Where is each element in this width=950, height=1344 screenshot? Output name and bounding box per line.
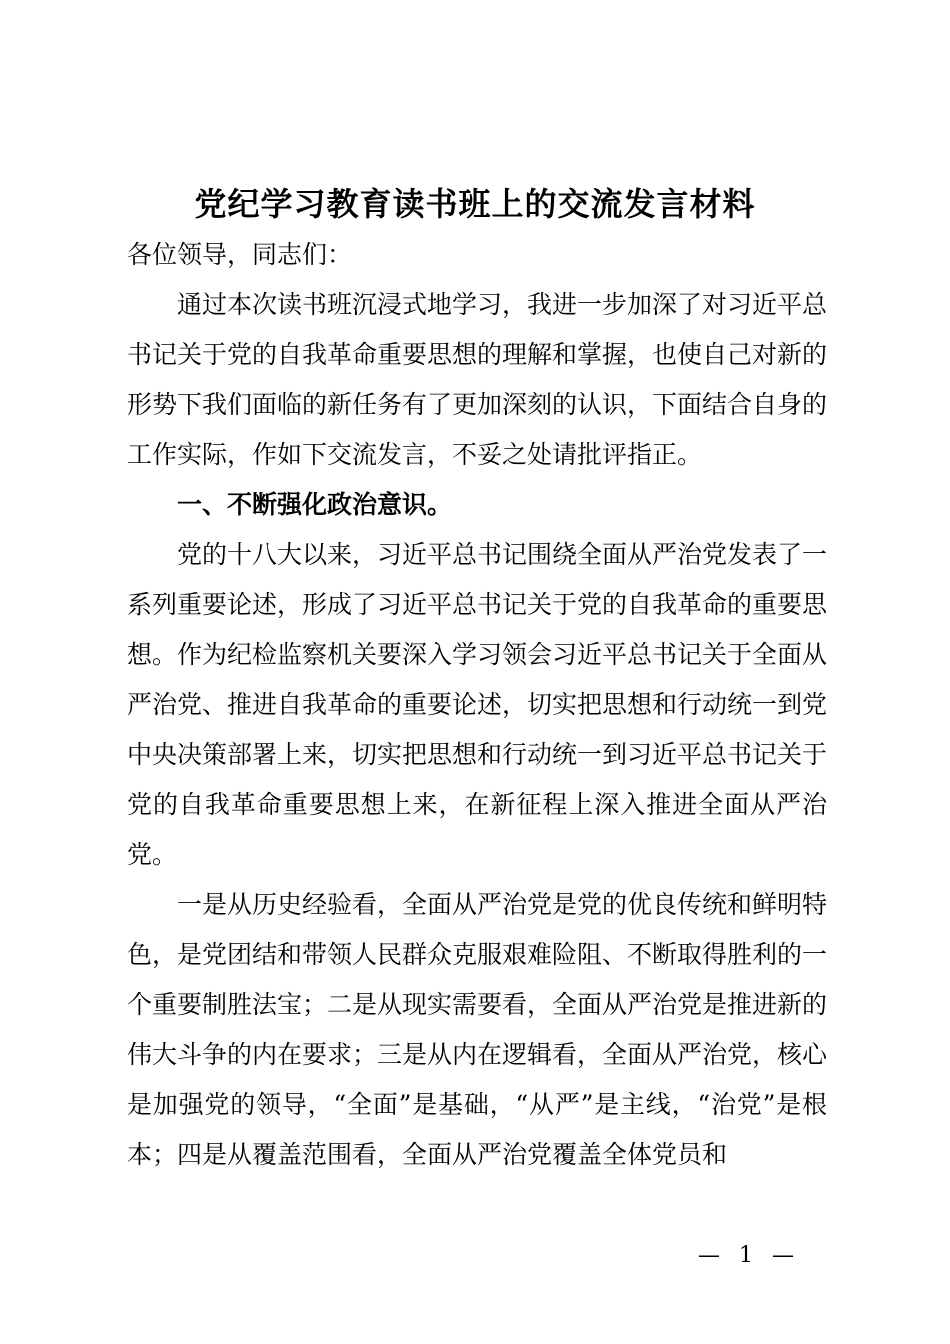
document-body <box>127 230 827 1180</box>
intro-paragraph: 通过本次读书班沉浸式地学习，我进一步加深了对习近平总书记关于党的自我革命重要思想的理解和掌握，也使自己对新的形势下我们面临的新任务有了更加深刻的认识，下面结合自身的工作实际，作如下交流发言，不妥之处请批评指正。 <box>127 290 828 469</box>
body-paragraph: 一是从历史经验看，全面从严治党是党的优良传统和鲜明特色，是党团结和带领人民群众克服艰难险阻、不断取得胜利的一个重要制胜法宝；二是从现实需要看，全面从严治党是推进新的伟大斗争的内在要求；三是从内在逻辑看，全面从严治党，核心是加强党的领导，“全面”是基础，“从严”是主线，“治党”是根本；四是从覆盖范围看，全面从严治党覆盖全体党员和 <box>127 890 828 1169</box>
body-paragraph: 党的十八大以来，习近平总书记围绕全面从严治党发表了一系列重要论述，形成了习近平总书记关于党的自我革命的重要思想。作为纪检监察机关要深入学习领会习近平总书记关于全面从严治党、推进自我革命的重要论述，切实把思想和行动统一到党中央决策部署上来，切实把思想和行动统一到习近平总书记关于党的自我革命重要思想上来，在新征程上深入推进全面从严治党。 <box>127 540 828 869</box>
document-title: 党纪学习教育读书班上的交流发言材料 <box>194 185 756 223</box>
section-heading: 一、不断强化政治意识。 <box>177 490 453 519</box>
page-footer <box>0 1238 950 1274</box>
page-number: — 1 — <box>698 1243 800 1268</box>
greeting-line: 各位领导，同志们： <box>127 240 353 269</box>
